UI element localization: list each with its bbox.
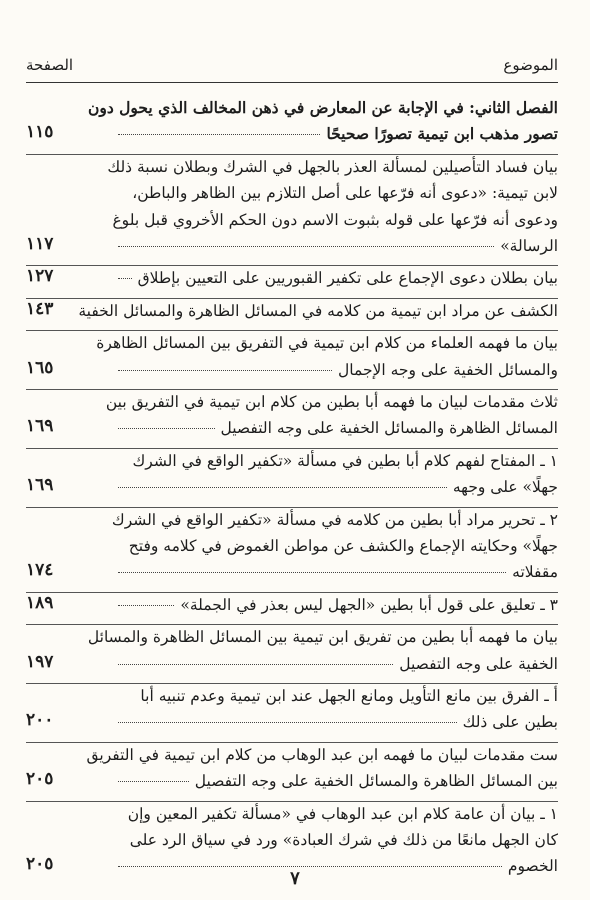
toc-entry-last-line <box>112 236 558 256</box>
toc-entry-text: لابن تيمية: «دعوى أنه فرّعها على أصل التلازم بين الظاهر والباطن، <box>132 184 558 203</box>
entry-separator <box>26 624 558 625</box>
toc-entry-text: بيان ما فهمه العلماء من كلام ابن تيمية في التفريق بين المسائل الظاهرة <box>96 334 558 353</box>
toc-entry-last-line <box>112 771 558 791</box>
toc-entry-last-line <box>112 712 558 732</box>
toc-entry <box>26 592 558 621</box>
dot-leader <box>118 133 320 135</box>
dot-leader <box>118 277 132 279</box>
toc-entry-text: الرسالة» <box>500 236 558 255</box>
entry-separator <box>26 265 558 266</box>
toc-entry-last-line <box>112 595 558 615</box>
toc-entry <box>26 745 558 798</box>
toc-entry-last-line <box>112 124 558 144</box>
toc-entry-text: ودعوى أنه فرّعها على قوله بثبوت الاسم دون الحكم الأخروي قبل بلوغ <box>112 210 558 229</box>
toc-entry-text: كان الجهل مانعًا من ذلك في شرك العبادة» ورد في سياق الرد على <box>129 830 558 849</box>
toc-entry-last-line <box>112 477 558 497</box>
toc-page-number: ١١٥ <box>26 122 54 143</box>
toc-page-number: ١٢٧ <box>26 266 54 287</box>
toc-entry-text: مقفلاته <box>512 563 558 582</box>
toc-entry-text: الخصوم <box>507 857 558 876</box>
toc-entry-text: بيان بطلان دعوى الإجماع على تكفير القبوريين على التعيين بإطلاق <box>137 269 558 288</box>
entry-separator <box>26 389 558 390</box>
entry-separator <box>26 330 558 331</box>
toc-entry-last-line <box>112 268 558 288</box>
entry-separator <box>26 801 558 802</box>
entry-separator <box>26 683 558 684</box>
header-rule <box>26 82 558 83</box>
dot-leader <box>118 571 506 573</box>
toc-entry <box>26 451 558 504</box>
toc-entry-text: أ ـ الفرق بين مانع التأويل ومانع الجهل عند ابن تيمية وعدم تنبيه أبا <box>140 687 558 705</box>
dot-leader <box>118 369 332 371</box>
entry-separator <box>26 154 558 155</box>
toc-entry-text: ثلاث مقدمات لبيان ما فهمه أبا بطين من كلام ابن تيمية في التفريق بين <box>105 393 558 411</box>
page-column-label: الصفحة <box>26 56 74 74</box>
toc-entry <box>26 333 558 386</box>
toc-page-number: ١٦٩ <box>26 416 54 437</box>
entry-separator <box>26 298 558 299</box>
entry-separator <box>26 592 558 593</box>
dot-leader <box>118 663 393 665</box>
page-number: ٧ <box>290 868 300 889</box>
toc-entry <box>26 627 558 680</box>
toc-page-number: ١١٧ <box>26 233 54 254</box>
dot-leader <box>118 604 174 606</box>
toc-entry-text: بيان فساد التأصيلين لمسألة العذر بالجهل في الشرك وبطلان نسبة ذلك <box>107 157 558 176</box>
toc-page-number: ٢٠٥ <box>26 854 54 875</box>
toc-entry-text: الفصل الثاني: في الإجابة عن المعارض في ذهن المخالف الذي يحول دون <box>87 98 558 117</box>
toc-entry <box>26 510 558 589</box>
entry-separator <box>26 448 558 449</box>
dot-leader <box>118 721 457 723</box>
dot-leader <box>118 486 447 488</box>
toc-header <box>26 56 558 84</box>
toc-page-number: ١٦٩ <box>26 475 54 496</box>
toc-entry-text: ٢ ـ تحرير مراد أبا بطين من كلامه في مسألة «تكفير الواقع في الشرك <box>111 510 558 529</box>
toc-page-number: ١٤٣ <box>26 298 54 319</box>
toc-entry <box>26 157 558 263</box>
toc-entry-text: ١ ـ المفتاح لفهم كلام أبا بطين في مسألة «تكفير الواقع في الشرك <box>132 451 558 470</box>
dot-leader <box>118 427 215 429</box>
toc-entry-text: ست مقدمات لبيان ما فهمه ابن عبد الوهاب من كلام ابن تيمية في التفريق <box>86 745 558 764</box>
toc-entry <box>26 98 558 151</box>
toc-entry-text: ٣ ـ تعليق على قول أبا بطين «الجهل ليس بعذر في الجملة» <box>180 595 558 614</box>
toc-entry-last-line <box>78 301 558 321</box>
toc-page-number: ٢٠٥ <box>26 769 54 790</box>
toc-page-number: ١٧٤ <box>26 560 54 581</box>
toc-page-number: ٢٠٠ <box>26 710 54 731</box>
toc-entry <box>26 298 558 327</box>
toc-entry-text: بيان ما فهمه أبا بطين من تفريق ابن تيمية بين المسائل الظاهرة والمسائل <box>87 628 558 647</box>
toc-entry-text: بطين على ذلك <box>462 713 558 732</box>
topic-column-label: الموضوع <box>503 56 558 74</box>
toc-entry-text: جهلًا» وحكايته الإجماع والكشف عن مواطن الغموض في كلامه وفتح <box>128 536 558 555</box>
toc-entry <box>26 392 558 445</box>
toc-entry-text: والمسائل الخفية على وجه الإجمال <box>338 360 558 379</box>
toc-entry-text: ١ ـ بيان أن عامة كلام ابن عبد الوهاب في «مسألة تكفير المعين وإن <box>127 804 558 823</box>
toc-entry-last-line <box>112 360 558 380</box>
toc-page-number: ١٨٩ <box>26 592 54 613</box>
toc-entry <box>26 686 558 739</box>
toc-entry <box>26 268 558 294</box>
dot-leader <box>118 245 494 247</box>
toc-entry-text: تصور مذهب ابن تيمية تصورًا صحيحًا <box>326 124 558 144</box>
toc-page-number: ١٦٥ <box>26 357 54 378</box>
toc-entry-text: الخفية على وجه التفصيل <box>399 654 558 673</box>
toc-page-number: ١٩٧ <box>26 651 54 672</box>
toc-entry-text: بين المسائل الظاهرة والمسائل الخفية على وجه التفصيل <box>194 772 558 791</box>
toc-entry-last-line <box>112 654 558 674</box>
toc-entry-text: المسائل الظاهرة والمسائل الخفية على وجه التفصيل <box>220 419 558 438</box>
entry-separator <box>26 742 558 743</box>
toc-entry-last-line <box>112 562 558 582</box>
dot-leader <box>118 780 189 782</box>
toc-entry-last-line <box>112 418 558 438</box>
entry-separator <box>26 507 558 508</box>
toc-entry-text: جهلًا» على وجهه <box>452 478 558 497</box>
toc-entry-text: الكشف عن مراد ابن تيمية من كلامه في المسائل الظاهرة والمسائل الخفية <box>78 301 558 320</box>
